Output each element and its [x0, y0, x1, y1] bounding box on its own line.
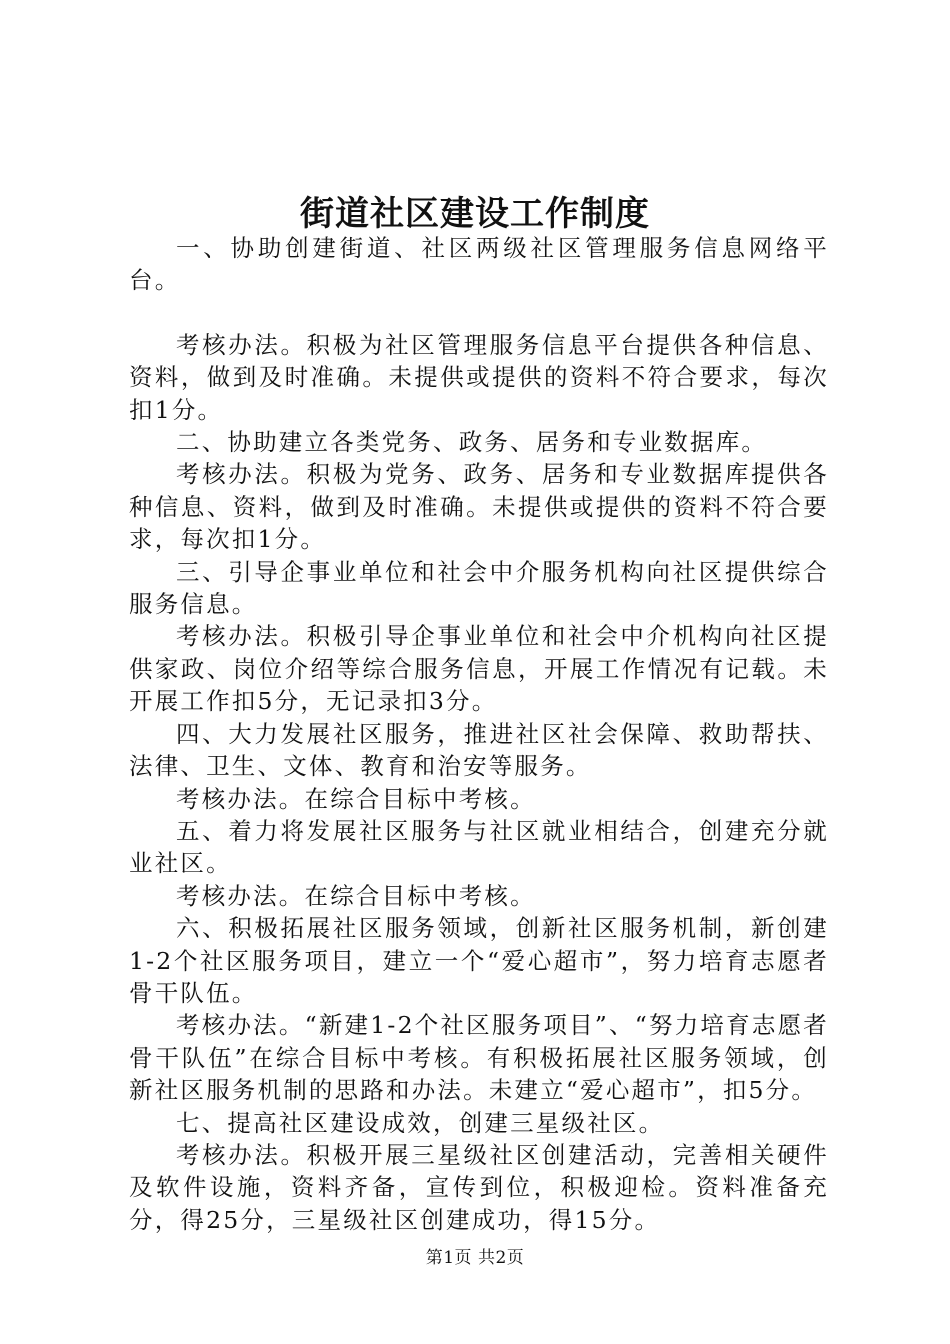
page-number: 第1页 [425, 1248, 473, 1268]
paragraph-assessment-1: 考核办法。积极为社区管理服务信息平台提供各种信息、资料，做到及时准确。未提供或提供的资料不符合要求，每次扣1分。 [129, 330, 829, 424]
paragraph-assessment-6: 考核办法。“新建1-2个社区服务项目”、“努力培育志愿者骨干队伍”在综合目标中考核。有积极拓展社区服务领域，创新社区服务机制的思路和办法。未建立“爱心超市”，扣5分。 [129, 1011, 829, 1105]
paragraph-item-5: 五、着力将发展社区服务与社区就业相结合，创建充分就业社区。 [129, 816, 829, 878]
paragraph-assessment-2: 考核办法。积极为党务、政务、居务和专业数据库提供各种信息、资料，做到及时准确。未提供或提供的资料不符合要求，每次扣1分。 [129, 460, 829, 554]
page-total: 共2页 [477, 1248, 525, 1268]
paragraph-item-7: 七、提高社区建设成效，创建三星级社区。 [176, 1108, 665, 1137]
paragraph-item-1: 一、协助创建街道、社区两级社区管理服务信息网络平台。 [129, 234, 829, 295]
paragraph-item-4: 四、大力发展社区服务，推进社区社会保障、救助帮扶、法律、卫生、文体、教育和治安等服务。 [129, 719, 829, 781]
paragraph-item-6: 六、积极拓展社区服务领域，创新社区服务机制，新创建1-2个社区服务项目，建立一个“爱心超市”，努力培育志愿者骨干队伍。 [129, 914, 829, 1007]
paragraph-assessment-7: 考核办法。积极开展三星级社区创建活动，完善相关硬件及软件设施，资料齐备，宣传到位，积极迎检。资料准备充分，得25分，三星级社区创建成功，得15分。 [129, 1140, 829, 1234]
page-footer [0, 1243, 950, 1268]
document-title: 街道社区建设工作制度 [300, 194, 650, 234]
paragraph-assessment-4: 考核办法。在综合目标中考核。 [176, 784, 536, 813]
paragraph-item-2: 二、协助建立各类党务、政务、居务和专业数据库。 [176, 428, 768, 457]
document-body [129, 232, 829, 1236]
paragraph-item-3: 三、引导企事业单位和社会中介服务机构向社区提供综合服务信息。 [129, 557, 829, 619]
paragraph-assessment-5: 考核办法。在综合目标中考核。 [176, 881, 536, 910]
paragraph-assessment-3: 考核办法。积极引导企事业单位和社会中介机构向社区提供家政、岗位介绍等综合服务信息，开展工作情况有记载。未开展工作扣5分，无记录扣3分。 [129, 622, 829, 716]
